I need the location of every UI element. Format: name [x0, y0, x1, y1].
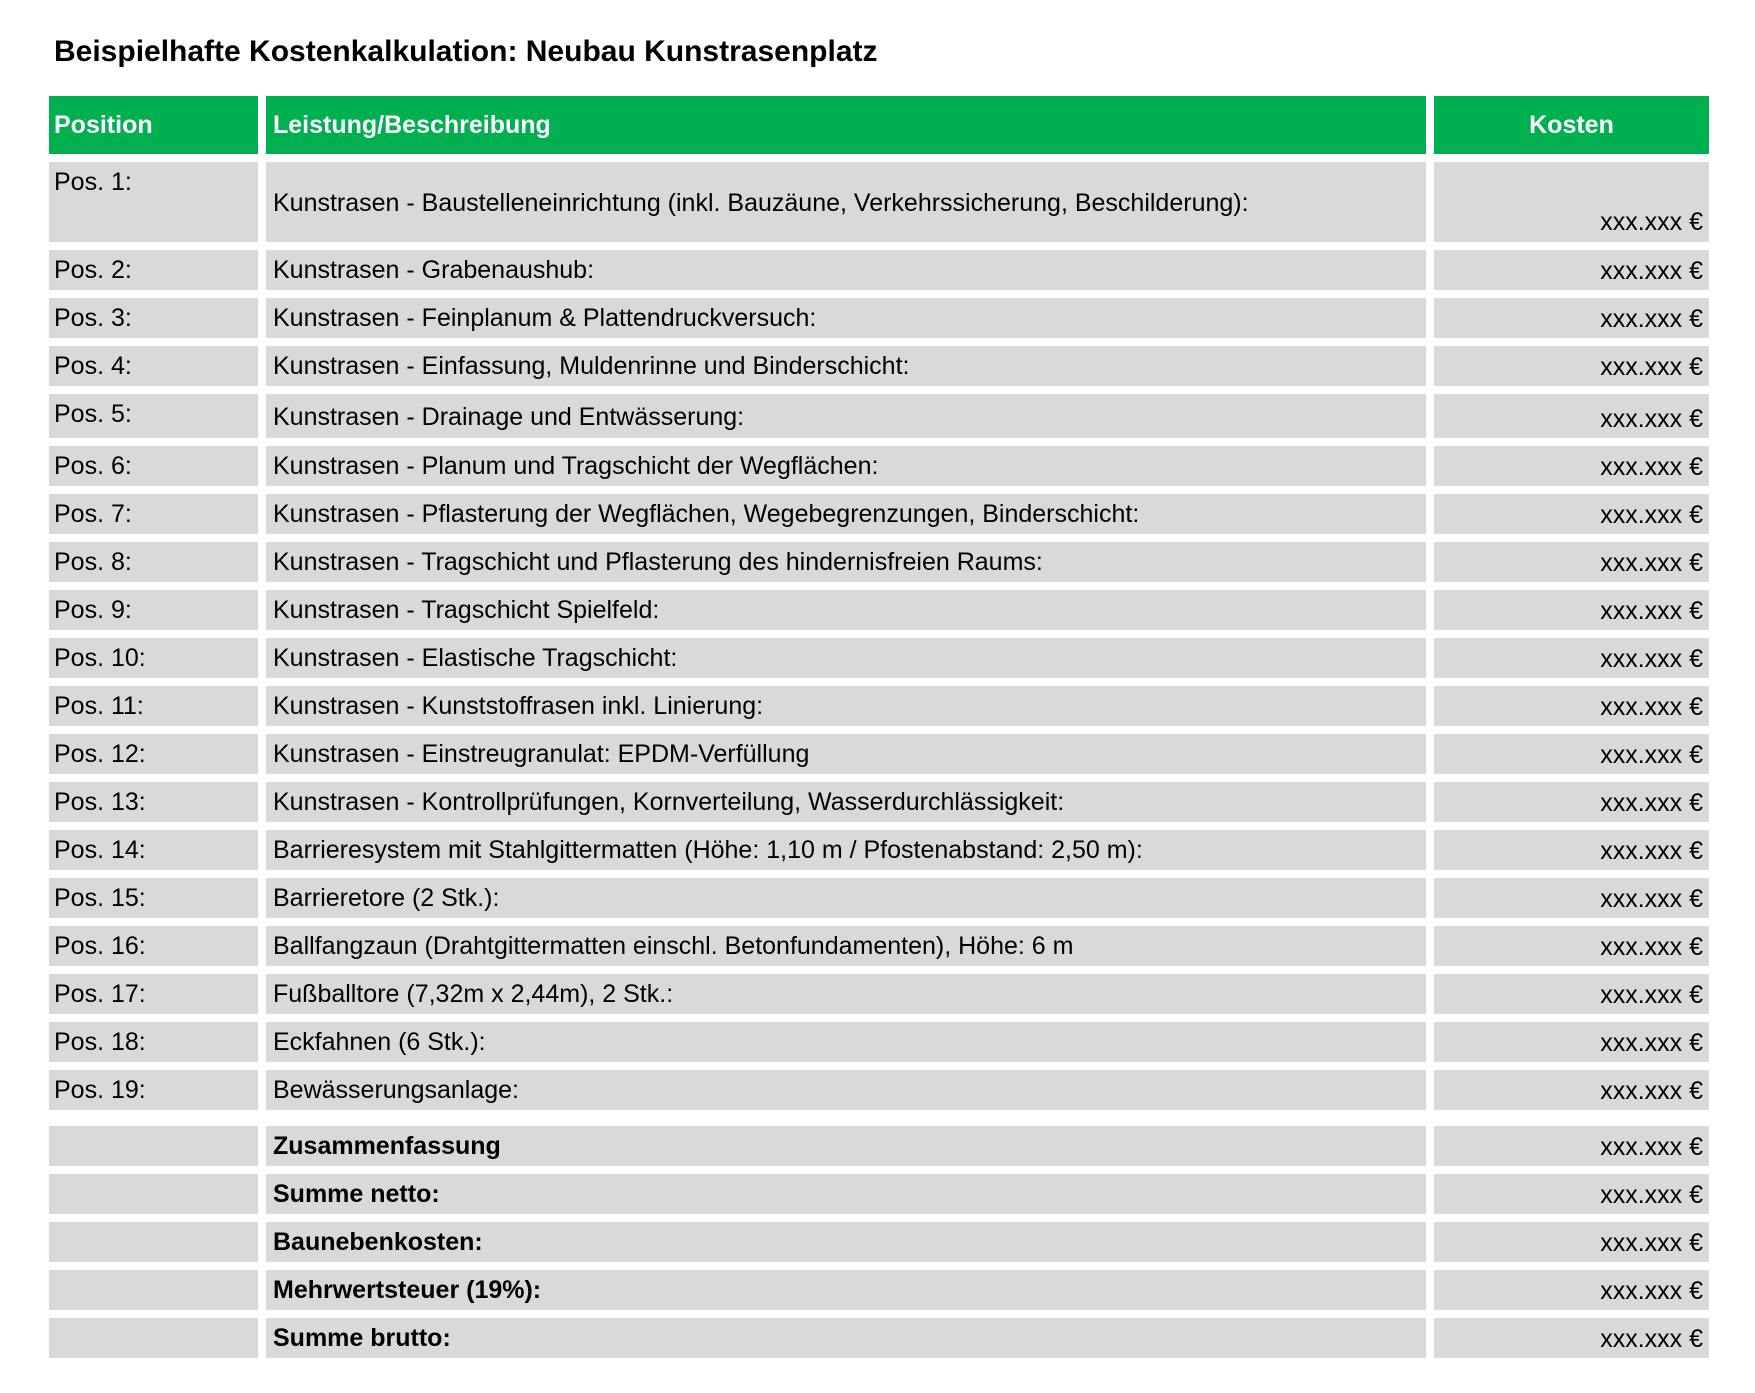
position-cell: Pos. 7:	[49, 494, 258, 534]
description-cell: Kunstrasen - Kontrollprüfungen, Kornverteilung, Wasserdurchlässigkeit:	[266, 782, 1426, 822]
description-cell: Kunstrasen - Grabenaushub:	[266, 250, 1426, 290]
table-row	[49, 1022, 1709, 1062]
table-row	[49, 542, 1709, 582]
position-cell: Pos. 8:	[49, 542, 258, 582]
position-cell: Pos. 18:	[49, 1022, 258, 1062]
summary-cost: xxx.xxx €	[1434, 1174, 1709, 1214]
cost-cell: xxx.xxx €	[1434, 1022, 1709, 1062]
cost-cell: xxx.xxx €	[1434, 394, 1709, 438]
table-row	[49, 446, 1709, 486]
table-row	[49, 298, 1709, 338]
position-cell: Pos. 6:	[49, 446, 258, 486]
description-cell: Eckfahnen (6 Stk.):	[266, 1022, 1426, 1062]
table-row	[49, 162, 1709, 242]
summary-cost: xxx.xxx €	[1434, 1318, 1709, 1358]
position-cell: Pos. 5:	[49, 394, 258, 438]
cost-table	[49, 96, 1709, 1358]
table-spacer	[49, 1118, 1709, 1126]
description-cell: Kunstrasen - Tragschicht und Pflasterung des hindernisfreien Raums:	[266, 542, 1426, 582]
position-cell: Pos. 13:	[49, 782, 258, 822]
position-cell: Pos. 15:	[49, 878, 258, 918]
table-row	[49, 346, 1709, 386]
cost-cell: xxx.xxx €	[1434, 1070, 1709, 1110]
header-description: Leistung/Beschreibung	[266, 96, 1426, 154]
summary-label: Zusammenfassung	[266, 1126, 1426, 1166]
summary-empty-cell	[49, 1126, 258, 1166]
summary-empty-cell	[49, 1318, 258, 1358]
summary-cost: xxx.xxx €	[1434, 1270, 1709, 1310]
description-cell: Bewässerungsanlage:	[266, 1070, 1426, 1110]
table-row	[49, 686, 1709, 726]
table-row	[49, 1070, 1709, 1110]
cost-cell: xxx.xxx €	[1434, 686, 1709, 726]
description-cell: Kunstrasen - Drainage und Entwässerung:	[266, 394, 1426, 438]
cost-cell: xxx.xxx €	[1434, 878, 1709, 918]
position-cell: Pos. 11:	[49, 686, 258, 726]
cost-cell: xxx.xxx €	[1434, 638, 1709, 678]
cost-cell: xxx.xxx €	[1434, 446, 1709, 486]
table-row	[49, 734, 1709, 774]
description-cell: Barrieresystem mit Stahlgittermatten (Höhe: 1,10 m / Pfostenabstand: 2,50 m):	[266, 830, 1426, 870]
summary-label: Summe netto:	[266, 1174, 1426, 1214]
page-title: Beispielhafte Kostenkalkulation: Neubau Kunstrasenplatz	[54, 35, 878, 68]
position-cell: Pos. 19:	[49, 1070, 258, 1110]
cost-cell: xxx.xxx €	[1434, 782, 1709, 822]
description-cell: Fußballtore (7,32m x 2,44m), 2 Stk.:	[266, 974, 1426, 1014]
summary-cost: xxx.xxx €	[1434, 1126, 1709, 1166]
cost-cell: xxx.xxx €	[1434, 494, 1709, 534]
position-cell: Pos. 12:	[49, 734, 258, 774]
description-cell: Kunstrasen - Baustelleneinrichtung (inkl. Bauzäune, Verkehrssicherung, Beschilderung):	[266, 162, 1426, 242]
description-cell: Kunstrasen - Elastische Tragschicht:	[266, 638, 1426, 678]
summary-row	[49, 1222, 1709, 1262]
summary-empty-cell	[49, 1222, 258, 1262]
summary-empty-cell	[49, 1174, 258, 1214]
description-cell: Kunstrasen - Planum und Tragschicht der Wegflächen:	[266, 446, 1426, 486]
description-cell: Kunstrasen - Einfassung, Muldenrinne und Binderschicht:	[266, 346, 1426, 386]
header-cost: Kosten	[1434, 96, 1709, 154]
cost-cell: xxx.xxx €	[1434, 346, 1709, 386]
summary-row	[49, 1126, 1709, 1166]
header-position: Position	[49, 96, 258, 154]
position-cell: Pos. 17:	[49, 974, 258, 1014]
cost-cell: xxx.xxx €	[1434, 298, 1709, 338]
description-cell: Kunstrasen - Kunststoffrasen inkl. Linierung:	[266, 686, 1426, 726]
description-cell: Kunstrasen - Pflasterung der Wegflächen, Wegebegrenzungen, Binderschicht:	[266, 494, 1426, 534]
summary-label: Baunebenkosten:	[266, 1222, 1426, 1262]
position-cell: Pos. 9:	[49, 590, 258, 630]
table-row	[49, 494, 1709, 534]
description-cell: Kunstrasen - Feinplanum & Plattendruckversuch:	[266, 298, 1426, 338]
position-cell: Pos. 3:	[49, 298, 258, 338]
table-row	[49, 830, 1709, 870]
table-row	[49, 974, 1709, 1014]
cost-cell: xxx.xxx €	[1434, 734, 1709, 774]
summary-label: Mehrwertsteuer (19%):	[266, 1270, 1426, 1310]
cost-cell: xxx.xxx €	[1434, 162, 1709, 242]
description-cell: Kunstrasen - Tragschicht Spielfeld:	[266, 590, 1426, 630]
position-cell: Pos. 10:	[49, 638, 258, 678]
position-cell: Pos. 4:	[49, 346, 258, 386]
table-header-row	[49, 96, 1709, 154]
table-row	[49, 590, 1709, 630]
table-row	[49, 878, 1709, 918]
position-cell: Pos. 16:	[49, 926, 258, 966]
summary-empty-cell	[49, 1270, 258, 1310]
table-row	[49, 782, 1709, 822]
cost-cell: xxx.xxx €	[1434, 542, 1709, 582]
table-row	[49, 394, 1709, 438]
summary-label: Summe brutto:	[266, 1318, 1426, 1358]
table-row	[49, 926, 1709, 966]
cost-cell: xxx.xxx €	[1434, 590, 1709, 630]
table-row	[49, 250, 1709, 290]
cost-cell: xxx.xxx €	[1434, 926, 1709, 966]
table-row	[49, 638, 1709, 678]
cost-calculation-document	[49, 32, 1709, 1366]
description-cell: Ballfangzaun (Drahtgittermatten einschl. Betonfundamenten), Höhe: 6 m	[266, 926, 1426, 966]
summary-row	[49, 1174, 1709, 1214]
position-cell: Pos. 14:	[49, 830, 258, 870]
summary-row	[49, 1270, 1709, 1310]
position-cell: Pos. 1:	[49, 162, 258, 242]
summary-row	[49, 1318, 1709, 1358]
description-cell: Kunstrasen - Einstreugranulat: EPDM-Verfüllung	[266, 734, 1426, 774]
description-cell: Barrieretore (2 Stk.):	[266, 878, 1426, 918]
cost-cell: xxx.xxx €	[1434, 250, 1709, 290]
cost-cell: xxx.xxx €	[1434, 830, 1709, 870]
summary-cost: xxx.xxx €	[1434, 1222, 1709, 1262]
position-cell: Pos. 2:	[49, 250, 258, 290]
cost-cell: xxx.xxx €	[1434, 974, 1709, 1014]
